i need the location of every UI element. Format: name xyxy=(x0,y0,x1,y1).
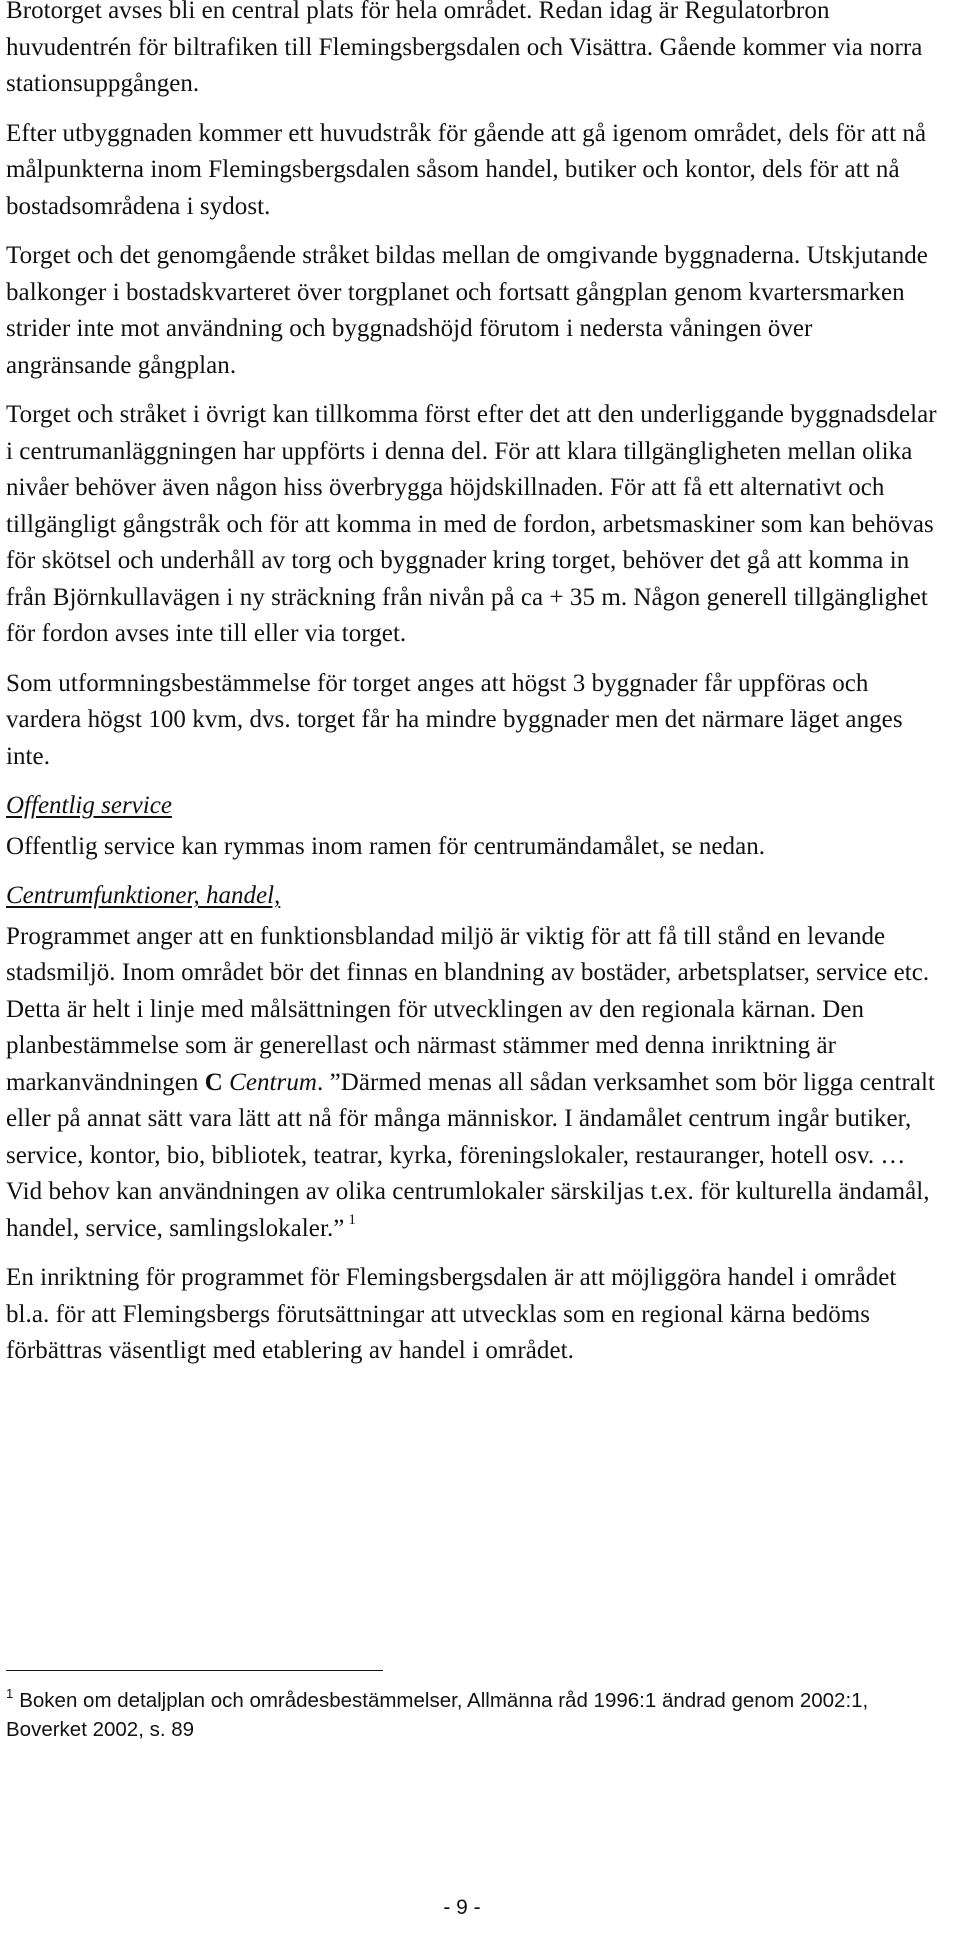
paragraph-offentlig-service: Offentlig service kan rymmas inom ramen för centrumändamålet, se nedan. xyxy=(6,832,766,860)
land-use-code: C xyxy=(204,1068,223,1096)
heading-centrumfunktioner: Centrumfunktioner, handel, xyxy=(6,882,281,909)
footnote-number: 1 xyxy=(6,1686,14,1701)
paragraph-huvudstrak: Efter utbyggnaden kommer ett huvudstråk för gående att gå igenom området, dels för att nå målpunkterna inom Flemingsbergsdalen såsom handel, butiker och kontor, dels för att nå bostadsområdena i sydost. xyxy=(6,119,927,220)
land-use-name: Centrum xyxy=(229,1068,317,1096)
paragraph-brotorget: Brotorget avses bli en central plats för hela området. Redan idag är Regulatorbron huvudentrén för biltrafiken till Flemingsbergsdalen och Visättra. Gående kommer via norra stationsuppgången. xyxy=(6,0,923,97)
text-segment: . ”Därmed menas all sådan verksamhet som bör ligga centralt eller på annat sätt vara lätt att nå för många människor. I ändamålet centrum ingår butiker, service, kontor, bio, bibliotek, teatrar, kyrka, föreningslokaler, restauranger, hotell osv. … Vid behov kan användningen av olika centrumlokaler särskiljas t.ex. för kulturella ändamål, handel, service, samlingslokaler.” xyxy=(6,1068,935,1242)
text-segment: Programmet anger att en funktionsblandad miljö är viktig för att få till stånd en levande stadsmiljö. Inom området bör det finnas en blandning av bostäder, arbetsplatser, service etc. Detta är helt i linje med målsättningen för utvecklingen av den regionala kärnan. Den planbestämmelse som är generellast och närmast stämmer med denna inriktning är markanvändningen xyxy=(6,922,930,1096)
footnote-text: Boken om detaljplan och områdesbestämmelser, Allmänna råd 1996:1 ändrad genom 2002:1, Boverket 2002, s. 89 xyxy=(6,1689,869,1741)
paragraph-torget-straket: Torget och det genomgående stråket bildas mellan de omgivande byggnaderna. Utskjutande balkonger i bostadskvarteret över torgplanet och fortsatt gångplan genom kvartersmarken strider inte mot användning och byggnadshöjd förutom i nedersta våningen över angränsande gångplan. xyxy=(6,242,928,379)
heading-offentlig-service: Offentlig service xyxy=(6,792,172,819)
footnote-separator xyxy=(6,1670,383,1671)
page-number-text: - 9 - xyxy=(443,1896,481,1919)
footnote xyxy=(6,1686,936,1744)
footnote-reference: 1 xyxy=(348,1211,356,1228)
paragraph-tillganglighet: Torget och stråket i övrigt kan tillkomma först efter det att den underliggande byggnadsdelar i centrumanläggningen har uppförts i denna del. För att klara tillgängligheten mellan olika nivåer behöver även någon hiss överbrygga höjdskillnaden. För att få ett alternativt och tillgängligt gångstråk och för att komma in med de fordon, arbetsmaskiner som kan behövas för skötsel och underhåll av torg och byggnader kring torget, behöver det gå att komma in från Björnkullavägen i ny sträckning från nivån på ca + 35 m. Någon generell tillgänglighet för fordon avses inte till eller via torget. xyxy=(6,401,937,647)
paragraph-utformning: Som utformningsbestämmelse för torget anges att högst 3 byggnader får uppföras och vardera högst 100 kvm, dvs. torget får ha mindre byggnader men det närmare läget anges inte. xyxy=(6,669,903,770)
page-number xyxy=(0,1895,920,1921)
paragraph-centrumfunktioner xyxy=(6,919,942,1248)
paragraph-handel: En inriktning för programmet för Flemingsbergsdalen är att möjliggöra handel i området bl.a. för att Flemingsbergs förutsättningar att utvecklas som en regional kärna bedöms förbättras väsentligt med etablering av handel i området. xyxy=(6,1264,897,1364)
